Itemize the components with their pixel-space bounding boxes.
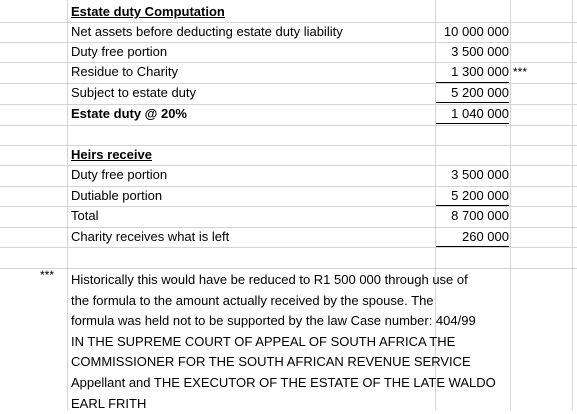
row-label: Dutiable portion [71,188,163,203]
row-label: Net assets before deducting estate duty liability [71,24,343,39]
row-label: Estate duty @ 20% [71,106,187,121]
section-heading: Heirs receive [71,147,152,162]
footnote-line: formula was held not to be supported by the law Case number: 404/99 [71,313,476,329]
row-label: Total [71,208,99,223]
footnote-marker: *** [513,65,528,79]
footnote-line: COMMISSIONER FOR THE SOUTH AFRICAN REVENUE SERVICE [71,354,471,370]
row-value: 10 000 000 [443,24,509,39]
footnote-line: Historically this would have be reduced to R1 500 000 through use of [71,272,468,287]
row-label: Duty free portion [71,44,168,59]
row-label: Subject to estate duty [71,85,197,100]
gridline [0,268,577,269]
row-value: 8 700 000 [451,208,509,223]
row-value: 3 500 000 [451,167,509,182]
footnote-line: IN THE SUPREME COURT OF APPEAL OF SOUTH AFRICA THE [71,333,456,349]
footnote-line: Appellant and THE EXECUTOR OF THE ESTATE OF THE LATE WALDO [71,374,496,390]
row-value: 3 500 000 [451,44,509,59]
row-value: 1 300 000 [451,64,509,79]
row-label: Residue to Charity [71,64,178,79]
row-label: Duty free portion [71,167,168,182]
footnote-text [71,270,501,414]
footnote-line: EARL FRITH [71,395,147,411]
row-value: 5 200 000 [451,188,509,203]
footnote-line: the formula to the amount actually received by the spouse. The [71,292,434,308]
row-value: 5 200 000 [451,85,509,100]
total-rule [436,123,509,124]
footnote-marker: *** [40,268,55,282]
row-label: Charity receives what is left [71,229,230,244]
gridline [0,125,577,126]
gridline [0,247,577,248]
subtotal-rule [436,102,509,103]
section-heading: Estate duty Computation [71,4,225,19]
row-value: 1 040 000 [451,106,509,121]
total-rule [436,246,509,247]
row-value: 260 000 [462,229,509,244]
